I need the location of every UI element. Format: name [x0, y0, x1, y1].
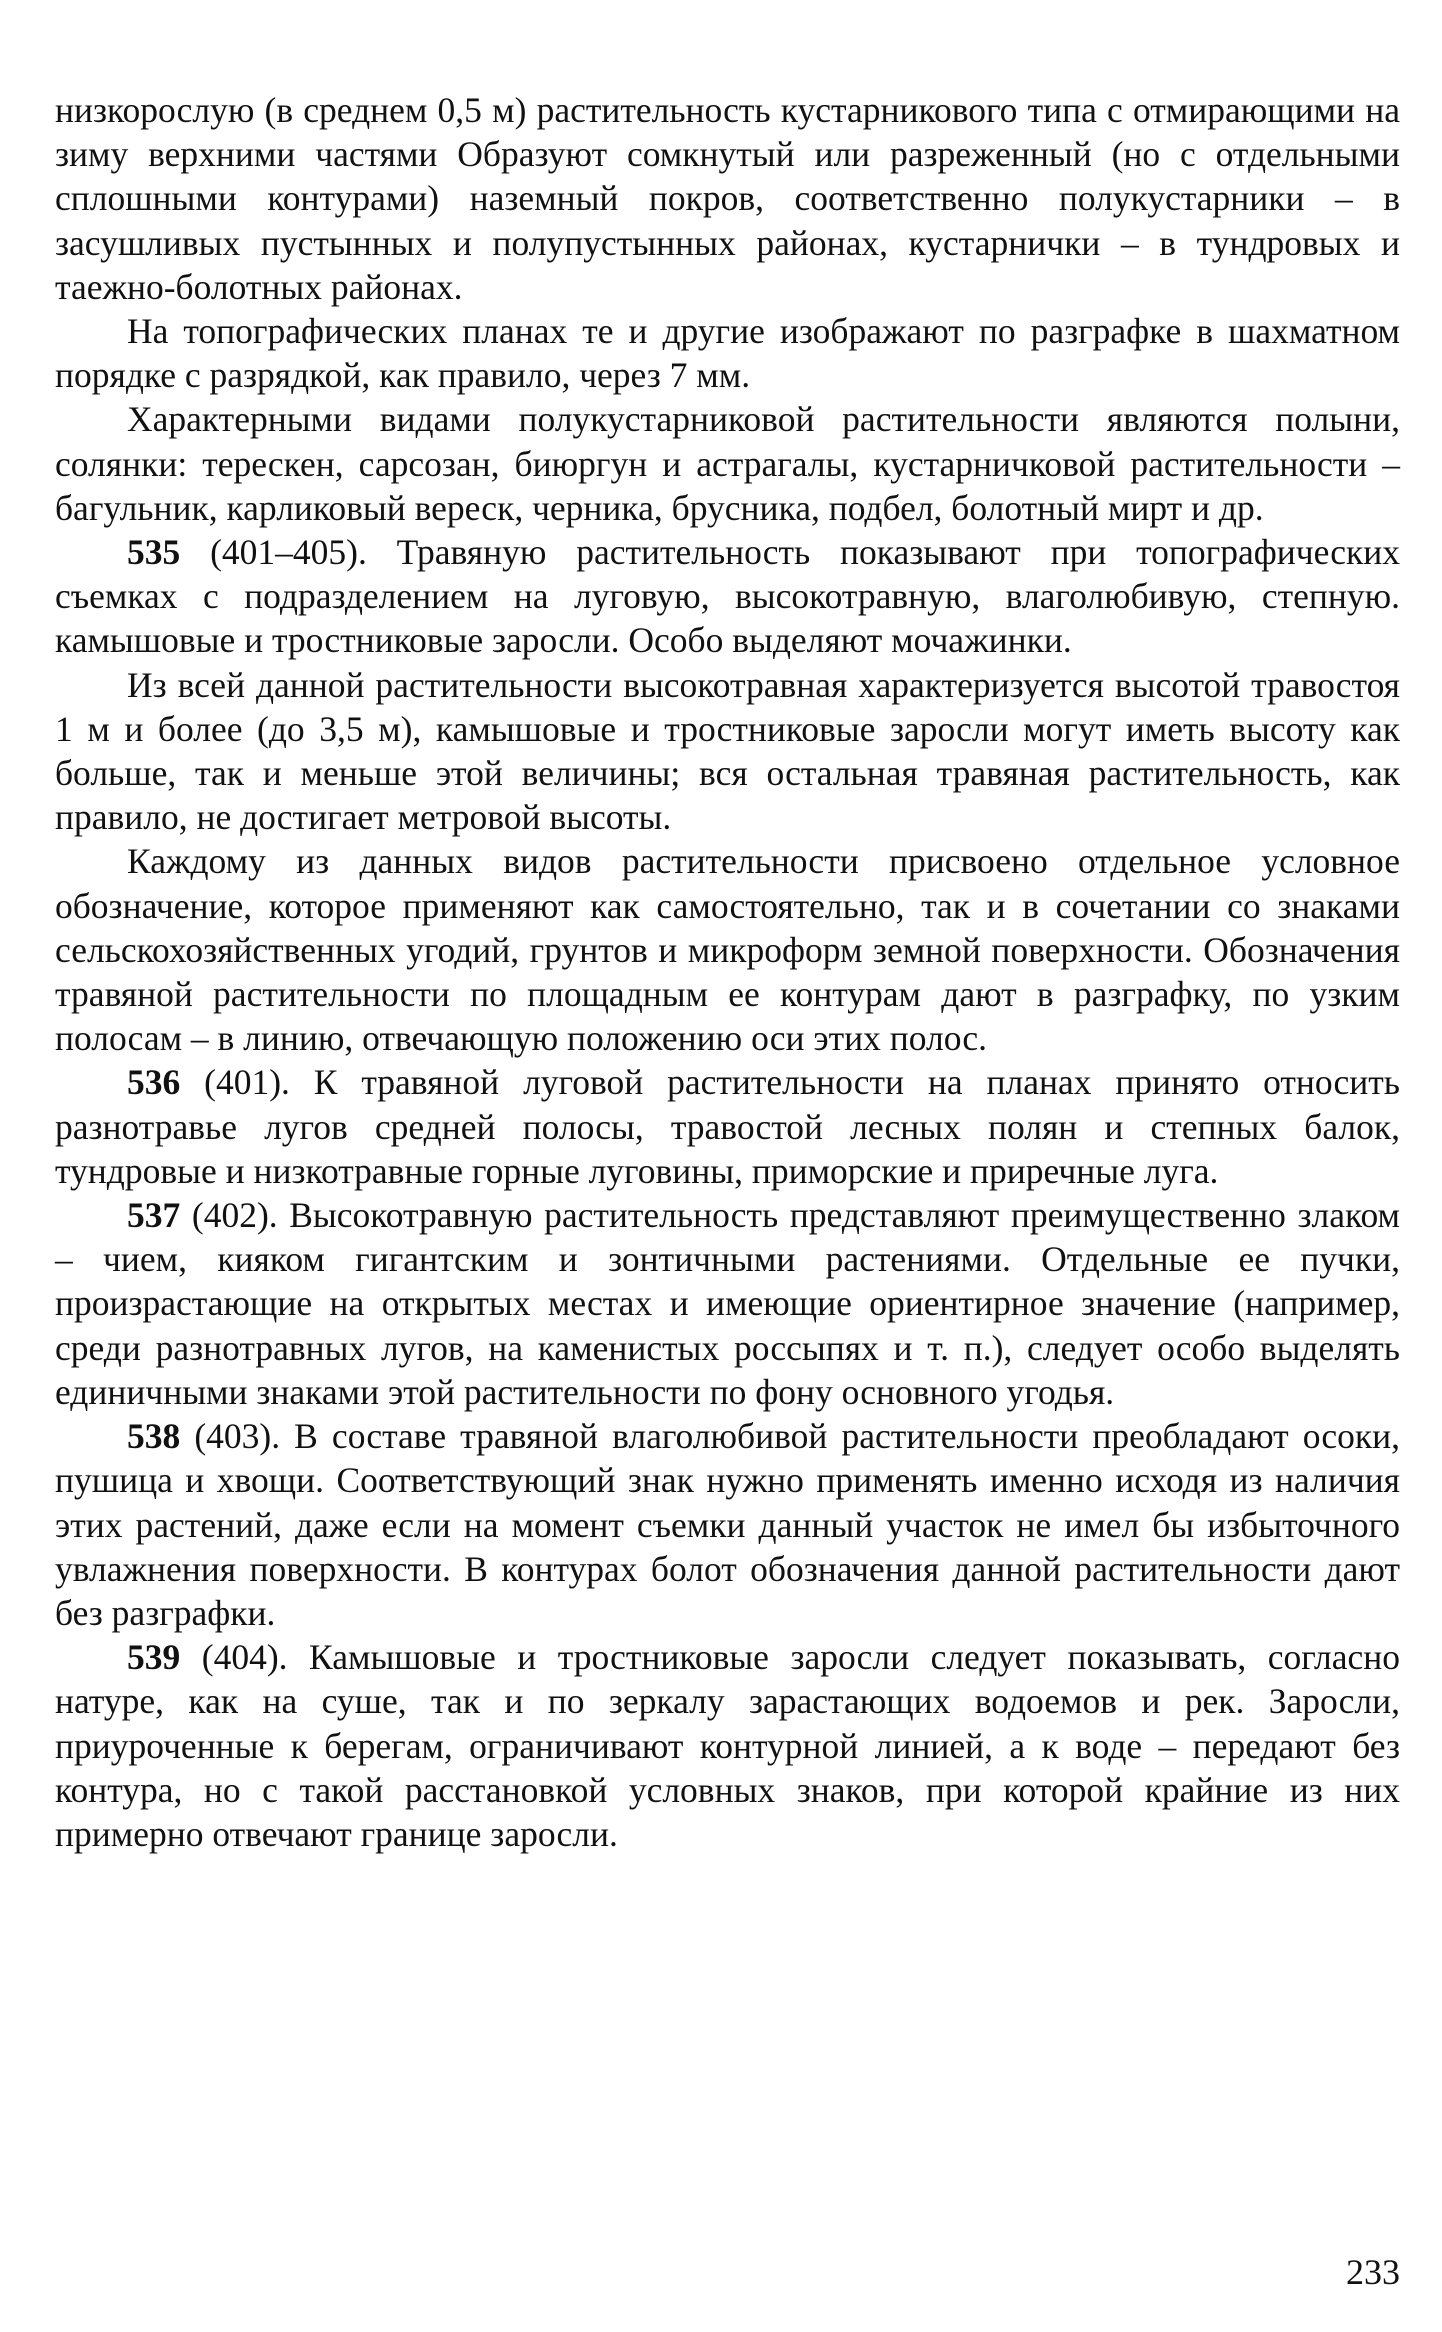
paragraph	[55, 88, 1400, 309]
paragraph	[55, 663, 1400, 840]
paragraph-text: Каждому из данных видов растительности присвоено отдельное условное обозначение, которое применяют как самостоятельно, так и в сочетании со знаками сельскохозяйственных угодий, грунтов и микроформ земной поверхности. Обозначения травяной растительности по площадным ее контурам дают в разграфку, по узким полосам – в линию, отвечающую положению оси этих полос.	[55, 841, 1400, 1059]
page-number: 233	[1346, 2252, 1400, 2292]
paragraph	[55, 1414, 1400, 1635]
paragraph	[55, 1635, 1400, 1856]
paragraph-text: низкорослую (в среднем 0,5 м) растительность кустарникового типа с отмирающими на зиму верхними частями Образуют сомкнутый или разреженный (но с отдельными сплошными контурами) наземный покров, соответственно полукустарники – в засушливых пустынных и полупустынных районах, кустарнички – в тундровых и таежно-болотных районах.	[55, 90, 1400, 307]
paragraph	[55, 1060, 1400, 1193]
section-number: 535	[127, 532, 181, 573]
paragraph	[55, 839, 1400, 1060]
paragraph	[55, 530, 1400, 663]
paragraph-text: (401–405). Травяную растительность показывают при топографических съемках с подразделением на луговую, высокотравную, влаголюбивую, степную. камышовые и тростниковые заросли. Особо выделяют мочажинки.	[55, 532, 1400, 661]
paragraph-text: (403). В составе травяной влаголюбивой растительности преобладают осоки, пушица и хвощи. Соответствующий знак нужно применять именно исходя из наличия этих растений, даже если на момент съемки данный участок не имел бы избыточного увлажнения поверхности. В контурах болот обозначения данной растительности дают без разграфки.	[55, 1416, 1400, 1633]
section-number: 538	[127, 1416, 181, 1457]
paragraph-text: Из всей данной растительности высокотравная характеризуется высотой травостоя 1 м и более (до 3,5 м), камышовые и тростниковые заросли могут иметь высоту как больше, так и меньше этой величины; вся остальная травяная растительность, как правило, не достигает метровой высоты.	[55, 664, 1400, 838]
section-number: 539	[127, 1637, 181, 1678]
section-number: 537	[127, 1195, 181, 1236]
paragraph-text: (401). К травяной луговой растительности на планах принято относить разнотравье лугов средней полосы, травостой лесных полян и степных балок, тундровые и низкотравные горные луговины, приморские и приречные луга.	[55, 1062, 1400, 1191]
page-body	[55, 88, 1400, 1856]
paragraph-text: (402). Высокотравную растительность представляют преимущественно злаком – чием, кияком гигантским и зонтичными растениями. Отдельные ее пучки, произрастающие на открытых местах и имеющие ориентирное значение (например, среди разнотравных лугов, на каменистых россыпях и т. п.), следует особо выделять единичными знаками этой растительности по фону основного угодья.	[55, 1195, 1400, 1412]
paragraph-text: (404). Камышовые и тростниковые заросли следует показывать, согласно натуре, как на суше, так и по зеркалу зарастающих водоемов и рек. Заросли, приуроченные к берегам, ограничивают контурной линией, а к воде – передают без контура, но с такой расстановкой условных знаков, при которой крайние из них примерно отвечают границе заросли.	[55, 1637, 1400, 1854]
section-number: 536	[127, 1062, 181, 1103]
paragraph-text: Характерными видами полукустарниковой растительности являются полыни, солянки: терескен, сарсозан, биюргун и астрагалы, кустарничковой растительности – багульник, карликовый вереск, черника, брусника, подбел, болотный мирт и др.	[55, 399, 1400, 528]
paragraph	[55, 309, 1400, 397]
paragraph	[55, 397, 1400, 530]
paragraph-text: На топографических планах те и другие изображают по разграфке в шахматном порядке с разрядкой, как правило, через 7 мм.	[55, 311, 1400, 396]
paragraph	[55, 1193, 1400, 1414]
